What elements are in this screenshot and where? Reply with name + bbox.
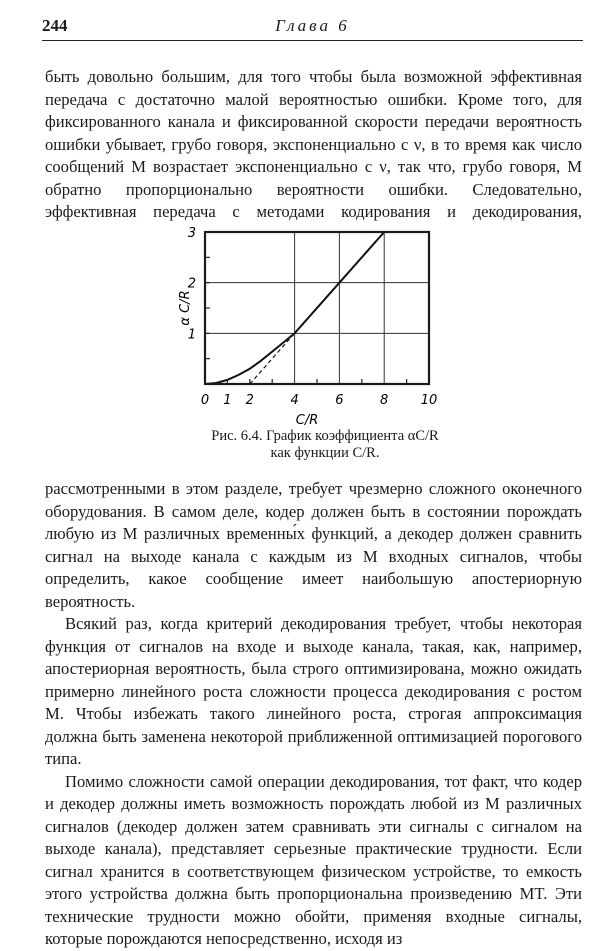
paragraph: быть довольно большим, для того чтобы была возможной эффективная передача с достаточно малой вероятностью ошибки. Кроме того, для фиксированного канала и фиксированной скорости передачи вероятность ошибки убывает, грубо говоря, экспоненциально с ν, в то время как число сообщений M возрастает экспоненциально с ν, так что, грубо говоря, M обратно пропорционально вероятности ошибки. Следовательно, эффективная передача с методами кодирования и декодирования,	[45, 67, 582, 221]
x-tick-label: 0	[200, 393, 210, 408]
caption-line-2: как функции C/R.	[270, 445, 380, 461]
y-axis-label: α C/R	[178, 290, 193, 326]
chapter-title: Глава 6	[275, 16, 350, 35]
y-tick-label: 3	[187, 226, 196, 241]
x-tick-label: 4	[290, 393, 299, 408]
x-tick-label: 2	[245, 393, 254, 408]
figure-6-4	[180, 222, 470, 472]
body-text-bottom	[45, 478, 582, 951]
caption-line-1: Рис. 6.4. График коэффициента αC/R	[211, 428, 439, 444]
x-tick-label: 10	[420, 393, 438, 408]
asymptote-line	[250, 333, 295, 384]
y-tick-label: 1	[187, 327, 196, 343]
page-number: 244	[42, 16, 68, 35]
paragraph: Помимо сложности самой операции декодирования, тот факт, что кодер и декодер должны иметь возможность порождать любой из M различных сигналов (декодер должен затем сравнивать эти сигналы с сигналом на выходе канала), представляет серьезные практические трудности. Если сигнал хранится в соответствующем физическом устройстве, то емкость этого устройства должна быть пропорциональна произведению MT. Эти технические трудности можно обойти, применяя входные сигналы, которые порождаются непосредственно, исходя из	[45, 771, 582, 948]
page-header	[42, 16, 583, 41]
y-tick-label: 2	[187, 276, 196, 292]
paragraph: Всякий раз, когда критерий декодирования требует, чтобы некоторая функция от сигналов на входе и выходе канала, такая, как, например, апостериорная вероятность, была строго оптимизирована, можно ожидать примерно линейного роста сложности процесса декодирования с ростом M. Чтобы избежать такого линейного роста, строгая аппроксимация должна быть заменена некоторой приближенной оптимизацией порогового типа.	[45, 614, 582, 768]
x-axis-label: C/R	[295, 413, 319, 428]
paragraph: рассмотренными в этом разделе, требует чрезмерно сложного оконечного оборудования. В самом деле, кодер должен быть в состоянии порождать любую из M различных временны́х функций, а декодер должен сравнить сигнал на выходе канала с каждым из M входных сигналов, чтобы определить, какое сообщение имеет наибольшую апостериорную вероятность.	[45, 479, 582, 611]
x-tick-label: 1	[223, 393, 232, 408]
body-text-top	[45, 66, 582, 224]
x-tick-label: 6	[335, 393, 344, 408]
x-tick-label: 8	[380, 393, 389, 408]
figure-caption	[180, 428, 470, 462]
chart	[178, 222, 470, 428]
